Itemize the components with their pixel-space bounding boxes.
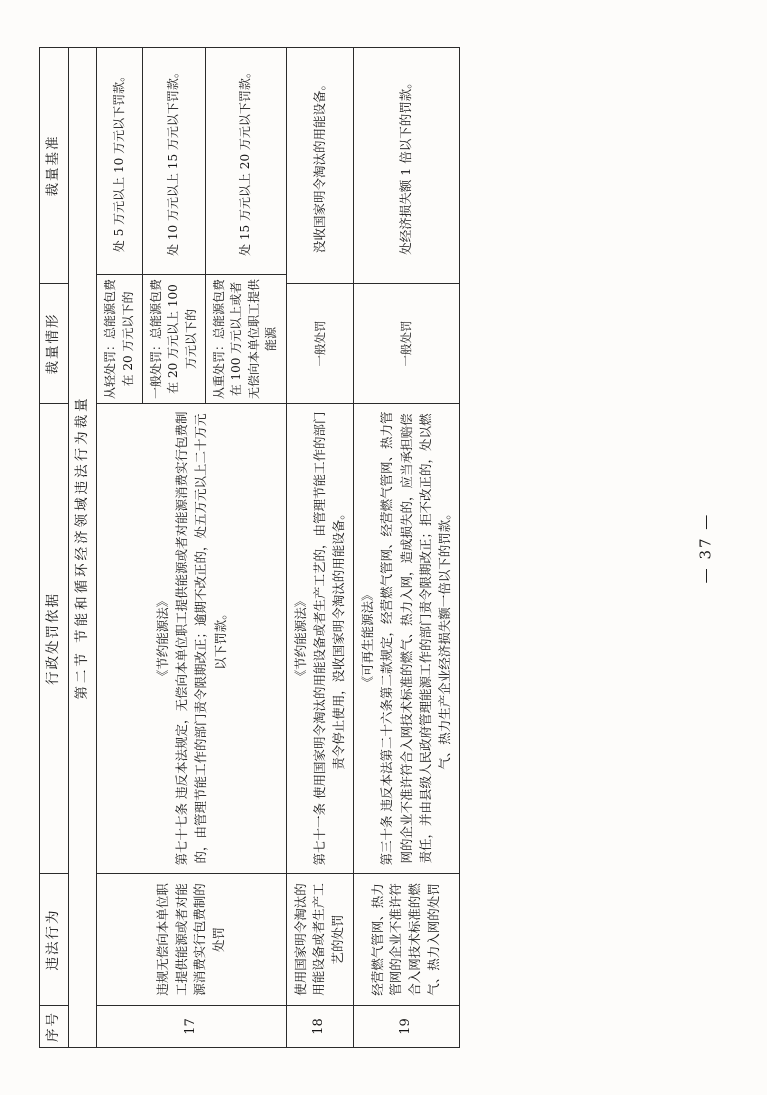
basis-title: 《节约能源法》 [292, 594, 308, 682]
discretion-case: 一般处罚 [353, 283, 459, 403]
basis-title: 《可再生能源法》 [359, 588, 375, 689]
table-body [68, 47, 459, 1047]
penalty-discretion-table [39, 47, 460, 1048]
section-title-row [68, 47, 97, 1047]
row-basis [96, 403, 286, 873]
page-number: — 37 — [696, 512, 715, 583]
row-basis [286, 403, 353, 873]
header-action: 违法行为 [39, 873, 68, 1005]
header-case: 裁量情形 [39, 283, 68, 403]
table-row [96, 47, 286, 1047]
row-seq: 18 [286, 1005, 353, 1047]
discretion-case: 从重处罚：总能源包费在 100 万元以上或者无偿向本单位职工提供能源 [205, 274, 285, 403]
header-seq: 序号 [39, 1005, 68, 1047]
basis-text: 第三十条 违反本法第二十六条第二款规定，经营燃气管网、经营燃气管网、热力管网的企业不准许符合入网技术标准的燃气、热力入网，造成损失的，应当承担赔偿责任，并由县级人民政府管理能源工作的部门责令限期改正；拒不改正的，处以燃气、热力生产企业经济损失额一倍以下的罚款。 [378, 411, 452, 865]
discretion-standard: 处 10 万元以上 15 万元以下罚款。 [142, 48, 205, 275]
table-canvas [39, 48, 729, 1048]
header-basis: 行政处罚依据 [39, 403, 68, 873]
row-action: 违规无偿向本单位职工提供能源或者对能源消费实行包费制的处罚 [96, 873, 286, 1005]
table-header [39, 47, 68, 1047]
discretion-standard: 没收国家明令淘汰的用能设备。 [286, 47, 353, 283]
row-action: 经营燃气管网、热力管网的企业不准许符合入网技术标准的燃气、热力入网的处罚 [353, 873, 459, 1005]
row-discretion-group [96, 47, 286, 403]
basis-title: 《节约能源法》 [154, 594, 170, 682]
table-header-row [39, 47, 68, 1047]
discretion-standard: 处 5 万元以上 10 万元以下罚款。 [97, 48, 142, 275]
discretion-row [97, 48, 142, 403]
discretion-row [205, 48, 285, 403]
row-action: 使用国家明令淘汰的用能设备或者生产工艺的处罚 [286, 873, 353, 1005]
discretion-case: 一般处罚：总能源包费在 20 万元以上 100 万元以下的 [142, 274, 205, 403]
discretion-case: 一般处罚 [286, 283, 353, 403]
table-row [353, 47, 459, 1047]
discretion-standard: 处经济损失额 1 倍以下的罚款。 [353, 47, 459, 283]
discretion-subtable [97, 48, 286, 403]
discretion-case: 从轻处罚：总能源包费在 20 万元以下的 [97, 274, 142, 403]
discretion-standard: 处 15 万元以上 20 万元以下罚款。 [237, 65, 252, 256]
table-row [286, 47, 353, 1047]
basis-text: 第七十一条 使用国家明令淘汰的用能设备或者生产工艺的，由管理节能工作的部门责令停止使用，没收国家明令淘汰的用能设备。 [311, 411, 346, 865]
row-basis [353, 403, 459, 873]
row-seq: 17 [96, 1005, 286, 1047]
header-standard: 裁量基准 [39, 47, 68, 283]
basis-text: 第七十七条 违反本法规定，无偿向本单位职工提供能源或者对能源消费实行包费制的，由管理节能工作的部门责令限期改正；逾期不改正的，处五万元以上二十万元以下罚款。 [173, 411, 228, 865]
row-seq: 19 [353, 1005, 459, 1047]
section-title: 第二节 节能和循环经济领域违法行为裁量 [68, 47, 97, 1047]
discretion-row [142, 48, 205, 403]
